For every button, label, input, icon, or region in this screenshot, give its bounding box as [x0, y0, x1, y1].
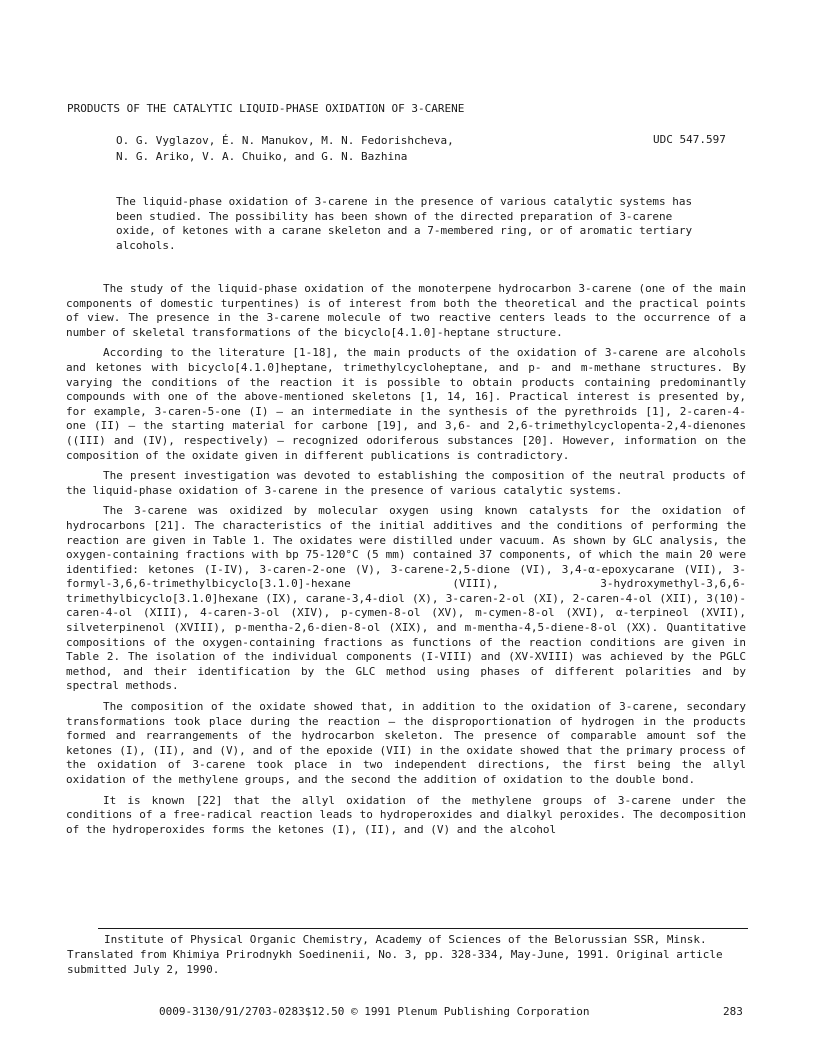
body-paragraph-1: The study of the liquid-phase oxidation of the monoterpene hydrocarbon 3-carene (one of the main components of domestic turpentines) is of interest from both the theoretical and the practical points of view. The presence in the 3-carene molecule of two reactive centers leads to the occurrence of a number of skeletal transformations of the bicyclo[4.1.0]-heptane structure. — [66, 282, 746, 339]
authors-line-1: O. G. Vyglazov, É. N. Manukov, M. N. Fedorishcheva, — [116, 134, 454, 147]
body-paragraph-4: The 3-carene was oxidized by molecular oxygen using known catalysts for the oxidation of hydrocarbons [21]. The characteristics of the initial additives and the conditions of performing the reaction are given in Table 1. The oxidates were distilled under vacuum. As shown by GLC analysis, the oxygen-containing fractions with bp 75-120°C (5 mm) contained 37 components, of which the main 20 were identified: ketones (I-IV), 3-caren-2-one (V), 3-carene-2,5-dione (VI), 3,4-α-epoxycarane (VII), 3-formyl-3,6,6-trimethylbicyclo[3.1.0]-hexane (VIII), 3-hydroxymethyl-3,6,6-trimethylbicyclo[3.1.0]hexane (IX), carane-3,4-diol (X), 3-caren-2-ol (XI), 2-caren-4-ol (XII), 3(10)-caren-4-ol (XIII), 4-caren-3-ol (XIV), p-cymen-8-ol (XV), m-cymen-8-ol (XVI), α-terpineol (XVII), silveterpinenol (XVIII), p-mentha-2,6-dien-8-ol (XIX), and m-mentha-4,5-diene-8-ol (XX). Quantitative compositions of the oxygen-containing fractions as functions of the reaction conditions are given in Table 2. The isolation of the individual components (I-VIII) and (XV-XVIII) was achieved by the PGLC method, and their identification by the GLC method using phases of different polarities and by spectral methods. — [66, 504, 746, 693]
footnote-divider — [98, 928, 748, 929]
footnote-text: Institute of Physical Organic Chemistry, Academy of Sciences of the Belorussian SSR, Minsk. Translated from Khimiya Prirodnykh Soedinenii, No. 3, pp. 328-334, May-June, 1991. Original article submitted July 2, 1990. — [67, 933, 723, 976]
udc-code: UDC 547.597 — [653, 133, 726, 146]
author-list — [116, 133, 454, 165]
body-paragraph-3: The present investigation was devoted to establishing the composition of the neutral products of the liquid-phase oxidation of 3-carene in the presence of various catalytic systems. — [66, 469, 746, 497]
authors-line-2: N. G. Ariko, V. A. Chuiko, and G. N. Bazhina — [116, 150, 408, 163]
body-paragraph-2: According to the literature [1-18], the main products of the oxidation of 3-carene are alcohols and ketones with bicyclo[4.1.0]heptane, trimethylcycloheptane, and p- and m-methane structures. By varying the conditions of the reaction it is possible to obtain products containing predominantly compounds with one of the above-mentioned skeletons [1, 14, 16]. Practical interest is presented by, for example, 3-caren-5-one (I) – an intermediate in the synthesis of the pyrethroids [1], 2-caren-4-one (II) – the starting material for carbone [19], and 3,6- and 2,6-trimethylcyclopenta-2,4-dienones ((III) and (IV), respectively) – recognized odoriferous substances [20]. However, information on the composition of the oxidate given in different publications is contradictory. — [66, 346, 746, 462]
article-title: PRODUCTS OF THE CATALYTIC LIQUID-PHASE OXIDATION OF 3-CARENE — [67, 102, 465, 115]
body-paragraph-5: The composition of the oxidate showed that, in addition to the oxidation of 3-carene, secondary transformations took place during the reaction – the disproportionation of hydrogen in the products formed and rearrangements of the hydrocarbon skeleton. The presence of comparable amount sof the ketones (I), (II), and (V), and of the epoxide (VII) in the oxidate showed that the primary process of the oxidation of 3-carene took place in two independent directions, the first being the allyl oxidation of the methylene groups, and the second the addition of oxidation to the double bond. — [66, 700, 746, 786]
body-text — [66, 282, 746, 843]
issn-copyright-line: 0009-3130/91/2703-0283$12.50 © 1991 Plenum Publishing Corporation — [159, 1005, 590, 1018]
affiliation-footnote — [67, 933, 747, 977]
body-paragraph-6: It is known [22] that the allyl oxidation of the methylene groups of 3-carene under the conditions of a free-radical reaction leads to hydroperoxides and dialkyl peroxides. The decomposition of the hydroperoxides forms the ketones (I), (II), and (V) and the alcohol — [66, 793, 746, 836]
abstract: The liquid-phase oxidation of 3-carene in the presence of various catalytic systems has been studied. The possibility has been shown of the directed preparation of 3-carene oxide, of ketones with a carane skeleton and a 7-membered ring, or of aromatic tertiary alcohols. — [116, 195, 693, 252]
page-number: 283 — [723, 1005, 743, 1018]
